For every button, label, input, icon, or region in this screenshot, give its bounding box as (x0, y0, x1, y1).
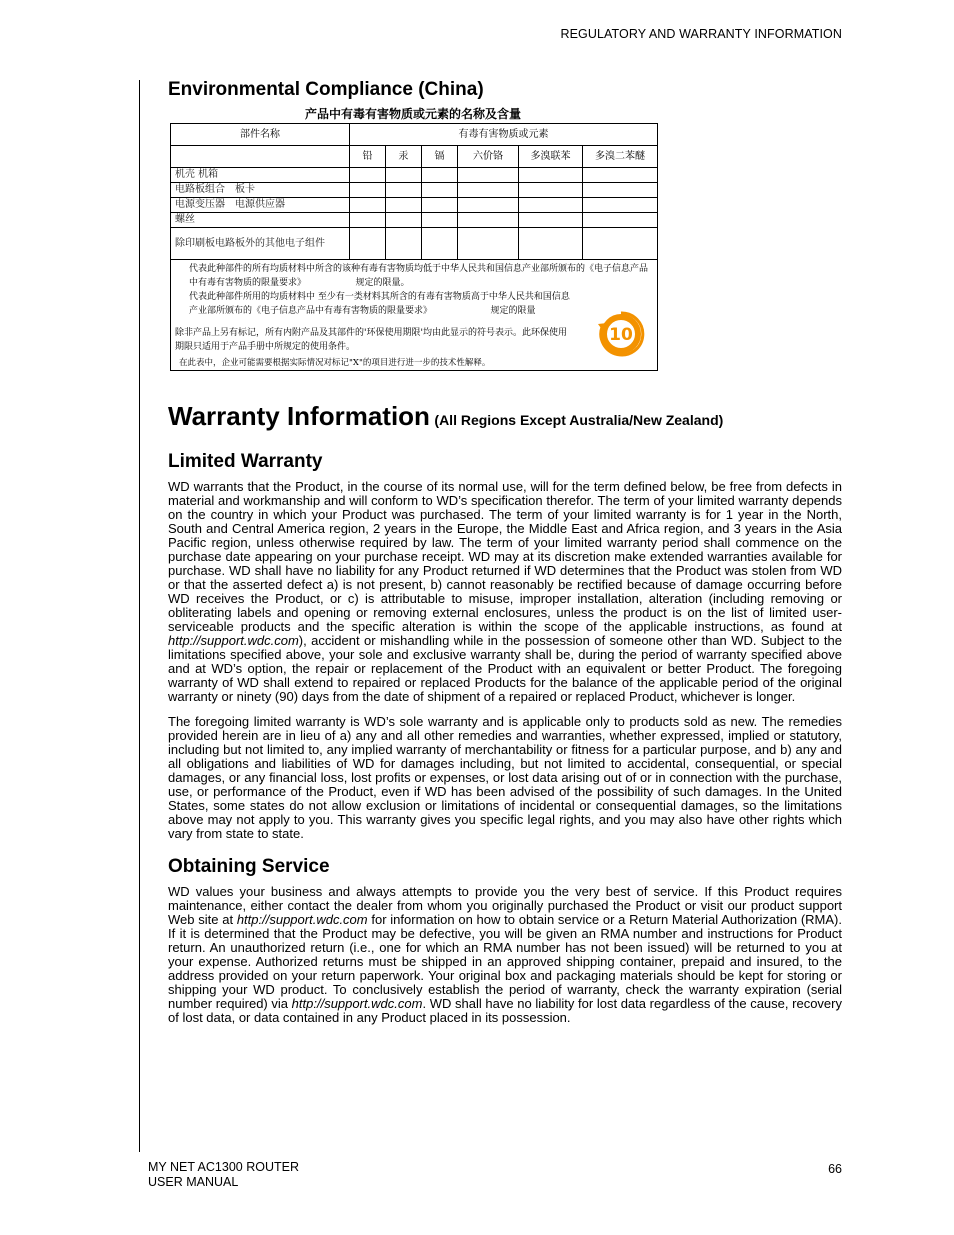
china-table-caption: 产品中有毒有害物质或元素的名称及含量 (304, 107, 521, 121)
text-span: ), accident or mishandling while in the possession of someone other than WD. Subject to the limitations specified above, your sole and exclusive warranty shall be, during the period of warranty specified above and at WD’s option, the repair or replacement of the Product with an equivalent or better Product. The foregoing warranty of WD shall extend to repaired or replaced Products for the balance of the applicable period of the original warranty or ninety (90) days from the date of shipment of a repaired or replaced Product, whichever is longer. (168, 633, 842, 704)
page-number: 66 (828, 1162, 842, 1176)
obtaining-service-heading: Obtaining Service (168, 856, 330, 877)
substance-header: 铅 (350, 146, 386, 168)
epup-10-year-icon (597, 310, 645, 358)
table-row (171, 228, 658, 260)
table-row (171, 168, 658, 183)
table-row (171, 213, 658, 228)
warranty-subtitle: (All Regions Except Australia/New Zealand) (434, 412, 724, 428)
part-name: 机壳 机箱 (171, 168, 350, 183)
substance-header: 多溴联苯 (519, 146, 583, 168)
note-below-limit: 代表此种部件的所有均质材料中所含的该种有毒有害物质均低于中华人民共和国信息产业部所颁布的《电子信息产品中有毒有害物质的限量要求》 规定的限量。 (189, 264, 649, 288)
note-x-explanation: 在此表中，企业可能需要根据实际情况对标记"X"的项目进行进一步的技术性解释。 (179, 358, 491, 368)
china-compliance-heading: Environmental Compliance (China) (168, 79, 484, 100)
part-name: 电路板组合 板卡 (171, 183, 350, 198)
table-notes (171, 260, 658, 371)
text-span: for information on how to obtain service or a Return Material Authorization (RMA). If it is determined that the Product may be defective, you will be given an RMA number and instructions for Product return. An unauthorized return (i.e., one for which an RMA number has not been issued) will be returned to you at your expense. Authorized returns must be shipped in an approved shipping container, prepaid and insured, to the address provided on your return paperwork. Your original box and packaging materials should be kept for storing or shipping your WD product. To conclusively establish the period of warranty, check the warranty expiration (serial number required) via (168, 912, 842, 1011)
note-epup-period: 除非产品上另有标记，所有内附产品及其部件的'环保使用期限'均由此显示的符号表示。此环保使用期限只适用于产品手册中所规定的使用条件。 (175, 328, 567, 352)
limited-warranty-paragraph-1 (168, 480, 842, 704)
col-substance-group-header: 有毒有害物质或元素 (350, 124, 658, 146)
table-row (171, 198, 658, 213)
empty-header-cell (171, 146, 350, 168)
support-link[interactable]: http://support.wdc.com (236, 912, 368, 927)
col-part-header: 部件名称 (171, 124, 350, 146)
running-header: REGULATORY AND WARRANTY INFORMATION (560, 27, 842, 41)
footer-product-name: MY NET AC1300 ROUTER (148, 1160, 299, 1174)
page-content (168, 78, 842, 1025)
support-link[interactable]: http://support.wdc.com (291, 996, 423, 1011)
part-name: 除印刷板电路板外的其他电子组件 (171, 228, 350, 260)
warranty-title: Warranty Information (168, 401, 430, 431)
obtaining-service-paragraph (168, 885, 842, 1025)
note-above-limit: 代表此种部件所用的均质材料中 至少有一类材料其所含的有毒有害物质高于中华人民共和国信息产业部所颁布的《电子信息产品中有毒有害物质的限量要求》 规定的限量 (189, 292, 570, 316)
left-margin-rule (139, 80, 140, 1152)
substance-header: 汞 (386, 146, 422, 168)
text-span: WD warrants that the Product, in the course of its normal use, will for the term defined below, be free from defects in material and workmanship and will conform to WD’s specification therefor. The term of your limited warranty depends on the country in which your Product was purchased. The term of your limited warranty is for 1 year in the North, South and Central America region, 2 years in the Europe, the Middle East and Africa region, and 3 years in the Asia Pacific region, unless otherwise required by law. The term of your limited warranty period shall commence on the purchase date appearing on your purchase receipt. WD may at its discretion make extended warranties available for purchase. WD shall have no liability for any Product returned if WD determines that the Product was stolen from WD or that the asserted defect a) is not present, b) cannot reasonably be rectified because of damage occurring before WD receives the Product, or c) is attributable to misuse, improper installation, alteration (including removing or obliterating labels and opening or removing external enclosures, unless the product is on the list of limited user-serviceable products and the specific alteration is within the scope of the applicable instructions, as found at (168, 479, 842, 634)
substance-header: 六价铬 (458, 146, 519, 168)
part-name: 螺丝 (171, 213, 350, 228)
limited-warranty-paragraph-2: The foregoing limited warranty is WD’s sole warranty and is applicable only to products sold as new. The remedies provided herein are in lieu of a) any and all other remedies and warranties, whether expressed, implied or statutory, including but not limited to, any implied warranty of merchantability or fitness for a particular purpose, and b) any and all obligations and liabilities of WD for damages including, but not limited to accidental, consequential, or special damages, or any financial loss, lost profits or expenses, or lost data arising out of or in connection with the purchase, use, or performance of the Product, even if WD has been advised of the possibility of such damages. In the United States, some states do not allow exclusion or limitations of incidental or consequential damages, so the limitations above may not apply to you. This warranty gives you specific legal rights, and you may also have other rights which vary from state to state. (168, 714, 842, 841)
text-span: WD values your business and always attempts to provide you the very best of service. If this Product requires maintenance, either contact the dealer from whom you originally purchased the Product or visit our product support Web site at (168, 884, 842, 927)
support-link[interactable]: http://support.wdc.com (168, 633, 299, 648)
footer-product-info (148, 1160, 299, 1190)
text-span: . WD shall have no liability for lost data regardless of the cause, recovery of lost data, or data contained in any Product placed in its possession. (168, 996, 842, 1025)
epup-number: 10 (609, 325, 633, 345)
footer-manual-label: USER MANUAL (148, 1175, 239, 1189)
china-hazardous-substances-table (170, 123, 658, 371)
substance-header: 多溴二苯醚 (583, 146, 658, 168)
warranty-heading (168, 401, 842, 436)
part-name: 电源变压器 电源供应器 (171, 198, 350, 213)
limited-warranty-heading: Limited Warranty (168, 451, 323, 472)
table-row (171, 183, 658, 198)
substance-header: 镉 (422, 146, 458, 168)
